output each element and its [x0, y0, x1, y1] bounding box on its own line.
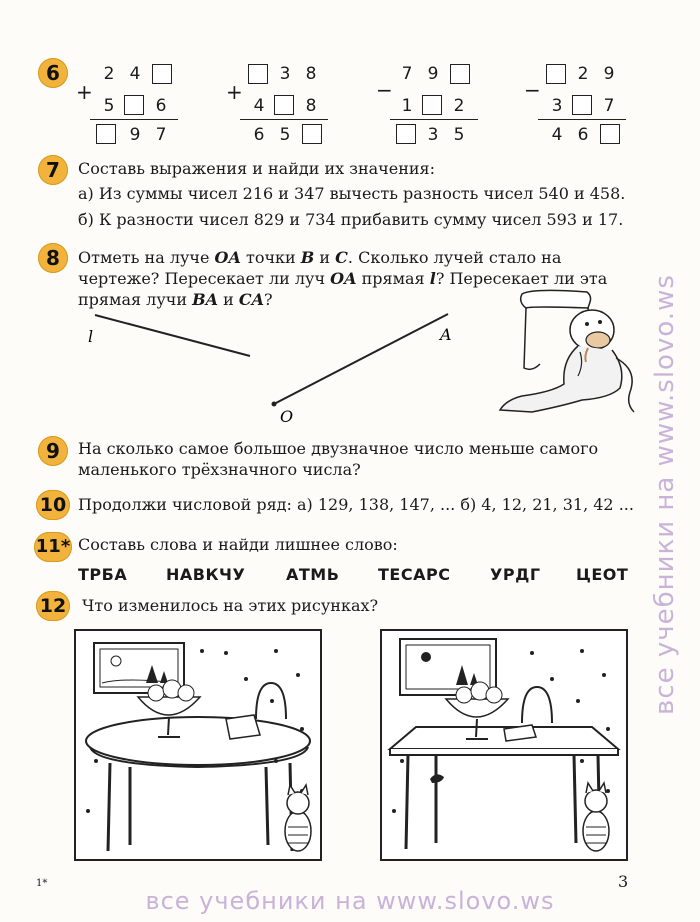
mouse	[430, 774, 444, 783]
answer-box[interactable]	[248, 64, 268, 84]
task-8-badge: 8	[38, 243, 68, 273]
room-scene-right	[382, 631, 626, 859]
task-8-line-2: чертеже? Пересекает ли луч OA прямая l? Пересекает ли эта	[78, 269, 608, 288]
scrambled-word: АТМЬ	[286, 565, 340, 584]
monkey-illustration	[492, 288, 642, 420]
book	[226, 715, 260, 739]
digit: 3	[427, 125, 439, 145]
digit: 4	[129, 64, 141, 84]
scrambled-word: НАВКЧУ	[166, 565, 246, 584]
label-a: A	[440, 325, 452, 344]
task-9-badge: 9	[38, 436, 68, 466]
digit: 8	[305, 96, 317, 116]
digit: 5	[279, 125, 291, 145]
picture-left	[74, 629, 322, 861]
digit: 7	[155, 125, 167, 145]
digit: 6	[253, 125, 265, 145]
digit: 6	[577, 125, 589, 145]
table-top	[86, 717, 310, 765]
answer-box[interactable]	[302, 124, 322, 144]
bottom-watermark[interactable]: все учебники на www.slovo.ws	[145, 887, 555, 915]
task-10-badge: 10	[36, 490, 70, 520]
scrambled-word: ТРБА	[78, 565, 128, 584]
answer-box[interactable]	[450, 64, 470, 84]
operator: +	[76, 80, 93, 104]
digit: 4	[551, 125, 563, 145]
digit: 5	[453, 125, 465, 145]
task-7-item-a: а) Из суммы чисел 216 и 347 вычесть разность чисел 540 и 458.	[78, 184, 626, 203]
answer-box[interactable]	[422, 95, 442, 115]
digit: 3	[279, 64, 291, 84]
task-7-intro: Составь выражения и найди их значения:	[78, 159, 436, 178]
page-number: 3	[618, 872, 629, 891]
digit: 2	[577, 64, 589, 84]
signature-mark: 1*	[36, 878, 48, 889]
scrambled-word: ЦЕОТ	[576, 565, 629, 584]
digit: 7	[603, 96, 615, 116]
task-12-badge: 12	[36, 591, 70, 621]
operator: +	[226, 80, 243, 104]
task-6-badge: 6	[38, 58, 68, 88]
side-watermark: все учебники на www.slovo.ws	[650, 274, 680, 716]
label-l: l	[88, 327, 94, 346]
task-9-line-2: маленького трёхзначного числа?	[78, 460, 361, 479]
scrambled-word: ТЕСАРС	[378, 565, 451, 584]
point-o	[272, 402, 277, 407]
task-7-badge: 7	[38, 155, 68, 185]
answer-box[interactable]	[152, 64, 172, 84]
task-8-line-3: прямая лучи BA и CA?	[78, 290, 273, 309]
digit: 7	[401, 64, 413, 84]
task-7-item-b: б) К разности чисел 829 и 734 прибавить сумму чисел 593 и 17.	[78, 210, 624, 229]
label-o: O	[280, 407, 294, 426]
digit: 4	[253, 96, 265, 116]
digit: 9	[427, 64, 439, 84]
digit: 9	[129, 125, 141, 145]
scrambled-word: УРДГ	[490, 565, 541, 584]
chair-back	[522, 687, 552, 723]
digit: 9	[603, 64, 615, 84]
digit: 6	[155, 96, 167, 116]
picture-right	[380, 629, 628, 861]
cat	[285, 785, 311, 851]
answer-box[interactable]	[274, 95, 294, 115]
answer-box[interactable]	[572, 95, 592, 115]
line-l	[95, 315, 250, 356]
cat	[583, 783, 609, 851]
answer-box[interactable]	[600, 124, 620, 144]
task-11-text: Составь слова и найди лишнее слово:	[78, 535, 398, 554]
digit: 8	[305, 64, 317, 84]
answer-box[interactable]	[124, 95, 144, 115]
task-11-badge: 11*	[34, 532, 72, 562]
digit: 5	[103, 96, 115, 116]
task-12-text: Что изменилось на этих рисунках?	[82, 596, 379, 615]
difference-line	[538, 119, 626, 120]
operator: −	[524, 78, 541, 102]
digit: 1	[401, 96, 413, 116]
sum-line	[240, 119, 328, 120]
answer-box[interactable]	[396, 124, 416, 144]
digit: 2	[453, 96, 465, 116]
ray-oa	[274, 314, 448, 404]
digit: 3	[551, 96, 563, 116]
answer-box[interactable]	[546, 64, 566, 84]
digit: 2	[103, 64, 115, 84]
room-scene-left	[76, 631, 320, 859]
task-8-line-1: Отметь на луче OA точки B и C. Сколько лучей стало на	[78, 248, 562, 267]
task-10-text: Продолжи числовой ряд: а) 129, 138, 147, ... б) 4, 12, 21, 31, 42 ...	[78, 495, 634, 514]
task-9-line-1: На сколько самое большое двузначное число меньше самого	[78, 439, 599, 458]
operator: −	[376, 78, 393, 102]
difference-line	[390, 119, 478, 120]
sum-line	[90, 119, 178, 120]
answer-box[interactable]	[96, 124, 116, 144]
